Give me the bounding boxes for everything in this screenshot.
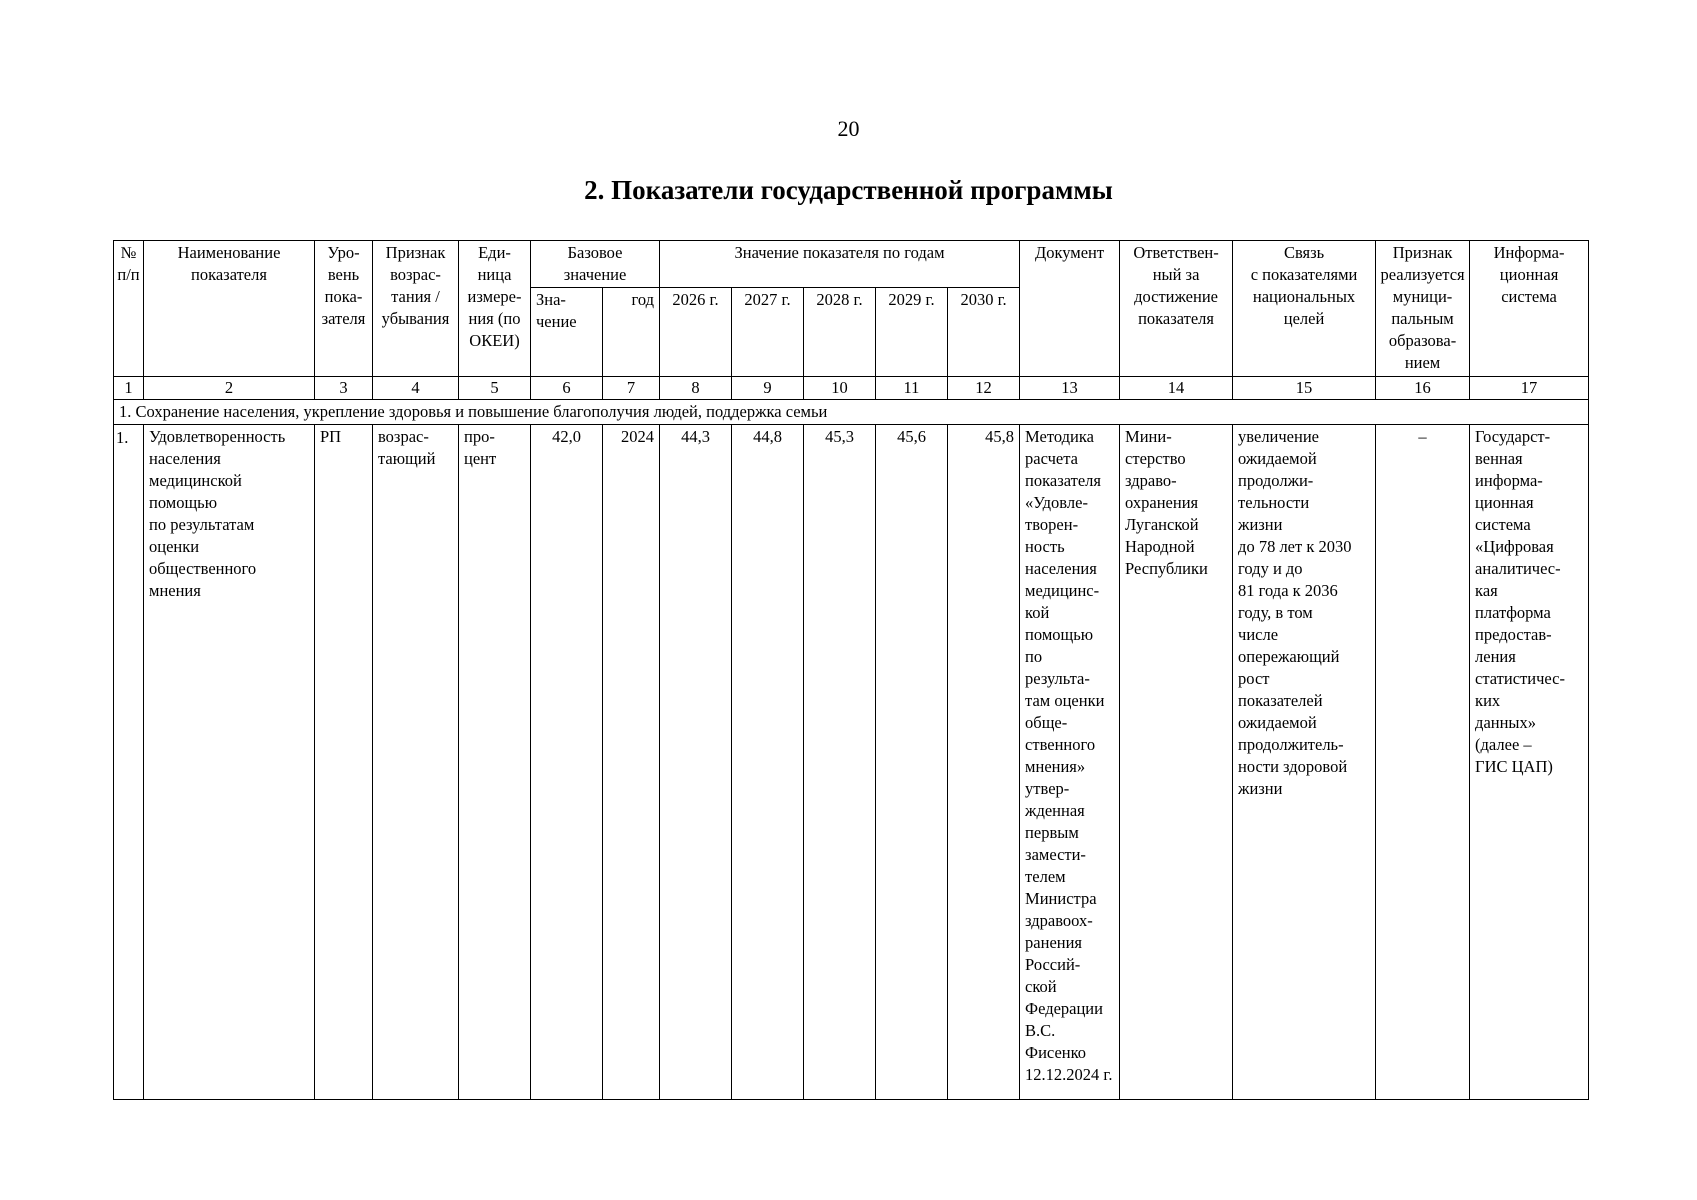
- header-level: Уро- вень пока- зателя: [315, 241, 373, 377]
- column-numbers-row: [114, 377, 1589, 400]
- section-title: 1. Сохранение населения, укрепление здоровья и повышение благополучия людей, поддержка семьи: [114, 400, 1589, 425]
- base-year: 2024: [603, 425, 660, 1100]
- base-value: 42,0: [531, 425, 603, 1100]
- national-goals-link-cell: увеличение ожидаемой продолжи- тельности жизни до 78 лет к 2030 году и до 81 года к 2036 году, в том числе опережающий рост показателей ожидаемой продолжитель- ности здоровой жизни: [1233, 425, 1376, 1100]
- header-years-group: Значение показателя по годам: [660, 241, 1020, 288]
- header-link: Связь с показателями национальных целей: [1233, 241, 1376, 377]
- responsible-cell: Мини- стерство здраво- охранения Луганской Народной Республики: [1120, 425, 1233, 1100]
- info-system-cell: Государст- венная информа- ционная система «Цифровая аналитичес- кая платформа предостав- ления статистичес- ких данных» (далее – ГИС ЦАП): [1470, 425, 1589, 1100]
- column-number: 17: [1470, 377, 1589, 400]
- column-number: 15: [1233, 377, 1376, 400]
- column-number: 8: [660, 377, 732, 400]
- column-number: 4: [373, 377, 459, 400]
- column-number: 10: [804, 377, 876, 400]
- header-municipal: Признак реализуется муници- пальным образова- нием: [1376, 241, 1470, 377]
- header-year-2029: 2029 г.: [876, 288, 948, 377]
- column-number: 14: [1120, 377, 1233, 400]
- indicator-name: Удовлетворенность населения медицинской помощью по результатам оценки общественного мнения: [144, 425, 315, 1100]
- value-2029: 45,6: [876, 425, 948, 1100]
- indicator-level: РП: [315, 425, 373, 1100]
- value-2028: 45,3: [804, 425, 876, 1100]
- document-cell: Методика расчета показателя «Удовле- творен- ность населения медицинс- кой помощью по результа- там оценки обще- ственного мнения» утвер- жденная первым замести- телем Министра здравоох- ранения Россий- ской Федерации В.С. Фисенко 12.12.2024 г.: [1020, 425, 1120, 1100]
- header-num: № п/п: [114, 241, 144, 377]
- column-number: 6: [531, 377, 603, 400]
- header-year-2027: 2027 г.: [732, 288, 804, 377]
- header-base-group: Базовое значение: [531, 241, 660, 288]
- column-number: 16: [1376, 377, 1470, 400]
- header-info-system: Информа- ционная система: [1470, 241, 1589, 377]
- header-row-1: [114, 241, 1589, 288]
- indicator-sign: возрас- тающий: [373, 425, 459, 1100]
- table-row: [114, 425, 1589, 1100]
- header-year-2026: 2026 г.: [660, 288, 732, 377]
- column-number: 11: [876, 377, 948, 400]
- value-2026: 44,3: [660, 425, 732, 1100]
- column-number: 12: [948, 377, 1020, 400]
- page-title: 2. Показатели государственной программы: [584, 175, 1113, 205]
- column-number: 9: [732, 377, 804, 400]
- header-document: Документ: [1020, 241, 1120, 377]
- row-number: 1.: [114, 425, 144, 1100]
- header-base-year: год: [603, 288, 660, 377]
- page-number: 20: [837, 116, 860, 141]
- value-2030: 45,8: [948, 425, 1020, 1100]
- column-number: 1: [114, 377, 144, 400]
- header-responsible: Ответствен- ный за достижение показателя: [1120, 241, 1233, 377]
- column-number: 7: [603, 377, 660, 400]
- header-year-2028: 2028 г.: [804, 288, 876, 377]
- header-sign: Признак возрас- тания / убывания: [373, 241, 459, 377]
- indicator-unit: про- цент: [459, 425, 531, 1100]
- section-row: [114, 400, 1589, 425]
- indicators-table: [113, 240, 1589, 1100]
- header-name: Наименование показателя: [144, 241, 315, 377]
- municipal-sign-cell: –: [1376, 425, 1470, 1100]
- column-number: 3: [315, 377, 373, 400]
- column-number: 5: [459, 377, 531, 400]
- header-unit: Еди- ница измере- ния (по ОКЕИ): [459, 241, 531, 377]
- value-2027: 44,8: [732, 425, 804, 1100]
- header-year-2030: 2030 г.: [948, 288, 1020, 377]
- column-number: 13: [1020, 377, 1120, 400]
- column-number: 2: [144, 377, 315, 400]
- header-base-value: Зна- чение: [531, 288, 603, 377]
